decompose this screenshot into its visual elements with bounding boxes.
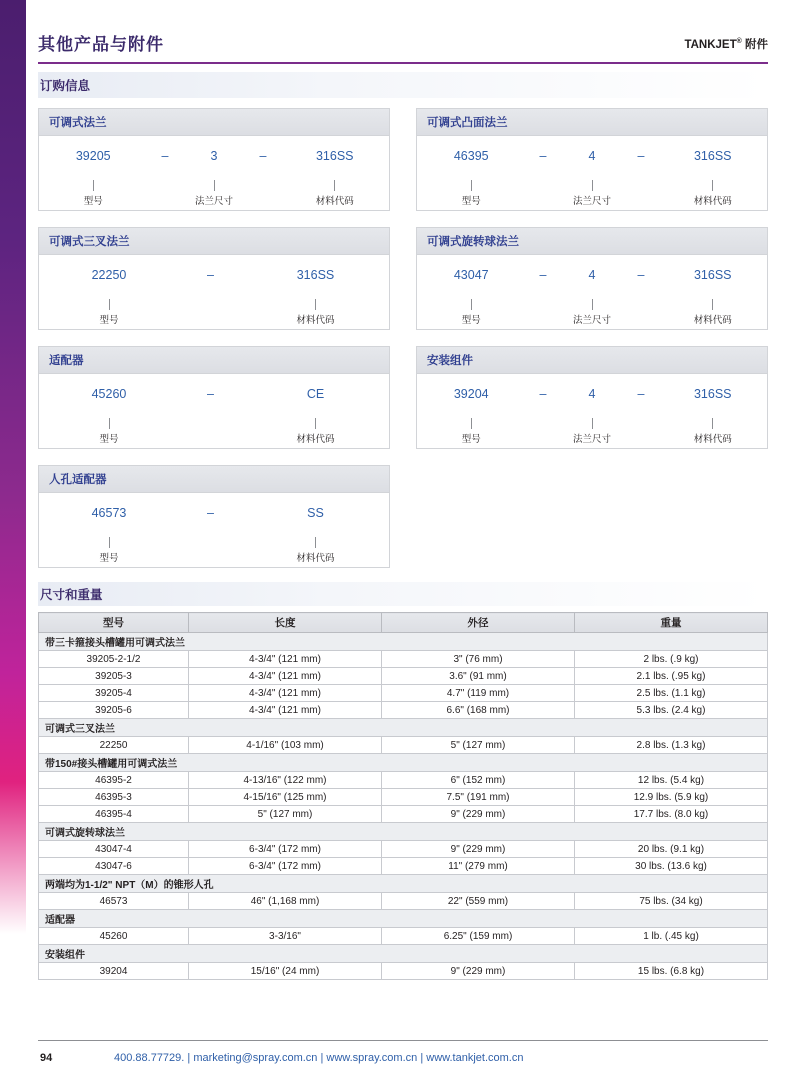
cell-model: 22250: [39, 737, 189, 754]
cell-length: 4-3/4" (121 mm): [189, 668, 382, 685]
order-label-spacer: [179, 537, 242, 564]
leader-tick-icon: [471, 299, 472, 310]
cell-od: 9" (229 mm): [382, 963, 575, 980]
order-code-segment: 39204: [453, 387, 489, 401]
group-label: 安装组件: [39, 945, 768, 963]
cell-model: 46573: [39, 893, 189, 910]
cell-weight: 12.9 lbs. (5.9 kg): [575, 789, 768, 806]
leader-tick-icon: [712, 180, 713, 191]
order-box-body: [39, 255, 389, 329]
order-label-cell: [242, 299, 389, 326]
cell-length: 46" (1,168 mm): [189, 893, 382, 910]
leader-tick-icon: [93, 180, 94, 191]
order-box-title: 可调式三叉法兰: [49, 236, 130, 248]
order-label-cell: [242, 418, 389, 445]
cell-weight: 2.1 lbs. (.95 kg): [575, 668, 768, 685]
order-code-segment: 46573: [91, 506, 127, 520]
order-label: 型号: [461, 434, 481, 445]
order-box-header: [39, 228, 389, 255]
leader-tick-icon: [592, 299, 593, 310]
cell-od: 9" (229 mm): [382, 841, 575, 858]
cell-model: 46395-2: [39, 772, 189, 789]
order-box-header: [39, 109, 389, 136]
order-box-title: 适配器: [49, 355, 84, 367]
cell-model: 46395-3: [39, 789, 189, 806]
table-group-row: [39, 754, 768, 772]
table-row: [39, 668, 768, 685]
order-label: 法兰尺寸: [572, 315, 611, 326]
order-label: 材料代码: [693, 315, 732, 326]
cell-weight: 30 lbs. (13.6 kg): [575, 858, 768, 875]
order-label-cell: [39, 537, 179, 564]
order-code-dash: –: [207, 506, 214, 520]
order-box-header: [39, 466, 389, 493]
cell-od: 9" (229 mm): [382, 806, 575, 823]
order-box: [416, 108, 768, 211]
order-label-spacer: [624, 299, 659, 326]
table-header-row: [39, 613, 768, 633]
order-label: 材料代码: [693, 196, 732, 207]
cell-model: 39205-2-1/2: [39, 651, 189, 668]
brand-name: TANKJET: [684, 39, 737, 51]
table-group-row: [39, 945, 768, 963]
order-code-dash: –: [539, 149, 547, 163]
order-label-cell: [417, 418, 526, 445]
order-code-dash: –: [207, 387, 214, 401]
cell-length: 6-3/4" (172 mm): [189, 841, 382, 858]
order-code-segment: 3: [210, 149, 218, 163]
order-label-row: [39, 299, 389, 326]
order-code-dash: –: [637, 149, 645, 163]
order-code-segment: 46395: [453, 149, 489, 163]
order-box-header: [39, 347, 389, 374]
order-code-segment: CE: [306, 387, 325, 401]
group-label: 可调式旋转球法兰: [39, 823, 768, 841]
order-label-row: [39, 418, 389, 445]
order-label-row: [39, 537, 389, 564]
order-box: [416, 346, 768, 449]
leader-tick-icon: [334, 180, 335, 191]
order-code-segment: 316SS: [693, 268, 732, 282]
group-label: 带150#接头槽罐用可调式法兰: [39, 754, 768, 772]
order-label: 材料代码: [296, 434, 335, 445]
cell-od: 6.25" (159 mm): [382, 928, 575, 945]
cell-length: 4-3/4" (121 mm): [189, 685, 382, 702]
order-code-segment: 316SS: [296, 268, 335, 282]
order-code-dash: –: [539, 387, 547, 401]
order-box-body: [417, 374, 767, 448]
table-row: [39, 963, 768, 980]
group-label: 两端均为1-1/2" NPT（M）的锥形人孔: [39, 875, 768, 893]
order-code-row: [39, 149, 389, 163]
leader-tick-icon: [109, 537, 110, 548]
order-code-segment: 316SS: [315, 149, 354, 163]
dimensions-section-strip: [38, 582, 768, 606]
column-header-model: 型号: [39, 613, 189, 633]
table-row: [39, 806, 768, 823]
order-code-dash: –: [259, 149, 267, 163]
leader-tick-icon: [214, 180, 215, 191]
cell-weight: 2.5 lbs. (1.1 kg): [575, 685, 768, 702]
order-box-body: [417, 136, 767, 210]
cell-od: 7.5" (191 mm): [382, 789, 575, 806]
order-box-title: 安装组件: [427, 355, 473, 367]
cell-weight: 75 lbs. (34 kg): [575, 893, 768, 910]
order-code-segment: 4: [588, 387, 596, 401]
order-label-spacer: [148, 180, 183, 207]
page-number: 94: [40, 1052, 53, 1064]
leader-tick-icon: [315, 299, 316, 310]
order-code-segment: 4: [588, 149, 596, 163]
order-label-cell: [281, 180, 390, 207]
cell-weight: 1 lb. (.45 kg): [575, 928, 768, 945]
cell-model: 39205-3: [39, 668, 189, 685]
order-box: [38, 227, 390, 330]
order-code-row: [39, 387, 389, 401]
cell-model: 43047-4: [39, 841, 189, 858]
cell-od: 6.6" (168 mm): [382, 702, 575, 719]
table-row: [39, 685, 768, 702]
order-label-cell: [659, 418, 768, 445]
order-code-row: [39, 268, 389, 282]
order-code-dash: –: [637, 268, 645, 282]
cell-model: 39205-4: [39, 685, 189, 702]
table-group-row: [39, 823, 768, 841]
leader-tick-icon: [592, 418, 593, 429]
cell-od: 3.6" (91 mm): [382, 668, 575, 685]
order-label: 型号: [461, 315, 481, 326]
brand-label: [684, 36, 768, 52]
ordering-column-left: [38, 108, 390, 584]
order-label: 材料代码: [296, 553, 335, 564]
group-label: 可调式三叉法兰: [39, 719, 768, 737]
cell-length: 4-3/4" (121 mm): [189, 651, 382, 668]
cell-od: 22" (559 mm): [382, 893, 575, 910]
group-label: 带三卡箍接头槽罐用可调式法兰: [39, 633, 768, 651]
order-box-header: [417, 228, 767, 255]
cell-length: 4-13/16" (122 mm): [189, 772, 382, 789]
order-label-cell: [183, 180, 246, 207]
table-row: [39, 841, 768, 858]
order-label-cell: [242, 537, 389, 564]
footer-contact: [114, 1052, 523, 1064]
order-label-spacer: [526, 180, 561, 207]
cell-length: 6-3/4" (172 mm): [189, 858, 382, 875]
order-label-spacer: [179, 418, 242, 445]
order-label: 法兰尺寸: [572, 196, 611, 207]
order-label-cell: [39, 180, 148, 207]
order-label: 材料代码: [296, 315, 335, 326]
cell-length: 4-1/16" (103 mm): [189, 737, 382, 754]
order-label-cell: [417, 299, 526, 326]
order-label-row: [417, 180, 767, 207]
table-group-row: [39, 633, 768, 651]
ordering-section-title: 订购信息: [40, 79, 91, 93]
page-title: 其他产品与附件: [38, 35, 164, 54]
registered-mark: ®: [736, 38, 742, 46]
order-label-spacer: [624, 180, 659, 207]
order-label-cell: [39, 299, 179, 326]
footer-email-link[interactable]: marketing@spray.com.cn: [193, 1052, 318, 1064]
cell-model: 39205-6: [39, 702, 189, 719]
order-label: 型号: [99, 315, 119, 326]
order-box-body: [417, 255, 767, 329]
order-code-segment: 43047: [453, 268, 489, 282]
order-code-segment: 22250: [91, 268, 127, 282]
table-row: [39, 858, 768, 875]
column-header-outer-diameter: 外径: [382, 613, 575, 633]
order-label-spacer: [624, 418, 659, 445]
order-box-header: [417, 347, 767, 374]
cell-length: 15/16" (24 mm): [189, 963, 382, 980]
order-box-title: 可调式凸面法兰: [427, 117, 508, 129]
leader-tick-icon: [712, 299, 713, 310]
order-code-dash: –: [637, 387, 645, 401]
footer-divider: [38, 1040, 768, 1041]
table-group-row: [39, 719, 768, 737]
footer-website-link-spray[interactable]: www.spray.com.cn: [326, 1052, 418, 1064]
page-content: [26, 0, 800, 1086]
cell-od: 6" (152 mm): [382, 772, 575, 789]
footer-separator: |: [187, 1052, 191, 1064]
order-label: 型号: [83, 196, 103, 207]
order-code-dash: –: [539, 268, 547, 282]
cell-length: 3-3/16": [189, 928, 382, 945]
cell-weight: 17.7 lbs. (8.0 kg): [575, 806, 768, 823]
order-label-cell: [659, 299, 768, 326]
order-label-row: [417, 299, 767, 326]
page-header: [38, 26, 768, 64]
table-row: [39, 893, 768, 910]
table-row: [39, 702, 768, 719]
order-code-row: [417, 387, 767, 401]
order-label-cell: [39, 418, 179, 445]
leader-tick-icon: [471, 180, 472, 191]
leader-tick-icon: [471, 418, 472, 429]
order-label: 型号: [99, 553, 119, 564]
order-box: [416, 227, 768, 330]
table-row: [39, 789, 768, 806]
order-code-segment: 45260: [91, 387, 127, 401]
order-label-row: [39, 180, 389, 207]
order-label: 型号: [461, 196, 481, 207]
order-code-dash: –: [207, 268, 214, 282]
order-code-segment: 316SS: [693, 149, 732, 163]
column-header-weight: 重量: [575, 613, 768, 633]
cell-length: 5" (127 mm): [189, 806, 382, 823]
order-code-row: [417, 149, 767, 163]
order-code-segment: SS: [307, 506, 324, 520]
order-box-body: [39, 136, 389, 210]
group-label: 适配器: [39, 910, 768, 928]
cell-od: 5" (127 mm): [382, 737, 575, 754]
cell-model: 45260: [39, 928, 189, 945]
order-code-row: [417, 268, 767, 282]
cell-model: 46395-4: [39, 806, 189, 823]
order-code-segment: 316SS: [693, 387, 732, 401]
order-code-dash: –: [161, 149, 169, 163]
order-box-body: [39, 374, 389, 448]
dimensions-section-title: 尺寸和重量: [40, 588, 103, 602]
order-box-title: 可调式旋转球法兰: [427, 236, 519, 248]
order-label-spacer: [526, 299, 561, 326]
order-label: 法兰尺寸: [572, 434, 611, 445]
order-label-row: [417, 418, 767, 445]
table-row: [39, 651, 768, 668]
order-label-cell: [561, 418, 624, 445]
cell-length: 4-15/16" (125 mm): [189, 789, 382, 806]
table-row: [39, 772, 768, 789]
order-label-spacer: [526, 418, 561, 445]
table-row: [39, 737, 768, 754]
order-code-row: [39, 506, 389, 520]
leader-tick-icon: [712, 418, 713, 429]
order-code-segment: 39205: [75, 149, 111, 163]
order-label-cell: [659, 180, 768, 207]
brand-suffix: 附件: [741, 39, 768, 51]
order-box-header: [417, 109, 767, 136]
cell-weight: 15 lbs. (6.8 kg): [575, 963, 768, 980]
order-label-cell: [561, 180, 624, 207]
cell-od: 4.7" (119 mm): [382, 685, 575, 702]
footer-phone: 400.88.77729.: [114, 1052, 185, 1064]
leader-tick-icon: [109, 299, 110, 310]
order-label-cell: [417, 180, 526, 207]
decorative-side-bar: [0, 0, 26, 1086]
order-box-title: 可调式法兰: [49, 117, 107, 129]
order-code-segment: 4: [588, 268, 596, 282]
ordering-section-strip: [38, 72, 768, 98]
cell-length: 4-3/4" (121 mm): [189, 702, 382, 719]
leader-tick-icon: [315, 537, 316, 548]
order-label: 材料代码: [693, 434, 732, 445]
order-box-title: 人孔适配器: [49, 474, 107, 486]
leader-tick-icon: [592, 180, 593, 191]
order-box: [38, 108, 390, 211]
table-row: [39, 928, 768, 945]
cell-model: 43047-6: [39, 858, 189, 875]
order-label: 材料代码: [315, 196, 354, 207]
ordering-column-right: [416, 108, 768, 465]
order-box: [38, 346, 390, 449]
footer-separator: |: [420, 1052, 424, 1064]
cell-weight: 12 lbs. (5.4 kg): [575, 772, 768, 789]
dimensions-table: [38, 612, 768, 980]
leader-tick-icon: [315, 418, 316, 429]
cell-od: 3" (76 mm): [382, 651, 575, 668]
table-group-row: [39, 875, 768, 893]
footer-website-link-tankjet[interactable]: www.tankjet.com.cn: [426, 1052, 524, 1064]
column-header-length: 长度: [189, 613, 382, 633]
cell-od: 11" (279 mm): [382, 858, 575, 875]
order-box-body: [39, 493, 389, 567]
order-label: 型号: [99, 434, 119, 445]
order-label: 法兰尺寸: [194, 196, 233, 207]
cell-weight: 5.3 lbs. (2.4 kg): [575, 702, 768, 719]
leader-tick-icon: [109, 418, 110, 429]
order-box: [38, 465, 390, 568]
table-group-row: [39, 910, 768, 928]
cell-model: 39204: [39, 963, 189, 980]
order-label-spacer: [246, 180, 281, 207]
cell-weight: 2.8 lbs. (1.3 kg): [575, 737, 768, 754]
order-label-cell: [561, 299, 624, 326]
cell-weight: 2 lbs. (.9 kg): [575, 651, 768, 668]
table-body: [39, 633, 768, 980]
cell-weight: 20 lbs. (9.1 kg): [575, 841, 768, 858]
order-label-spacer: [179, 299, 242, 326]
footer-separator: |: [320, 1052, 324, 1064]
